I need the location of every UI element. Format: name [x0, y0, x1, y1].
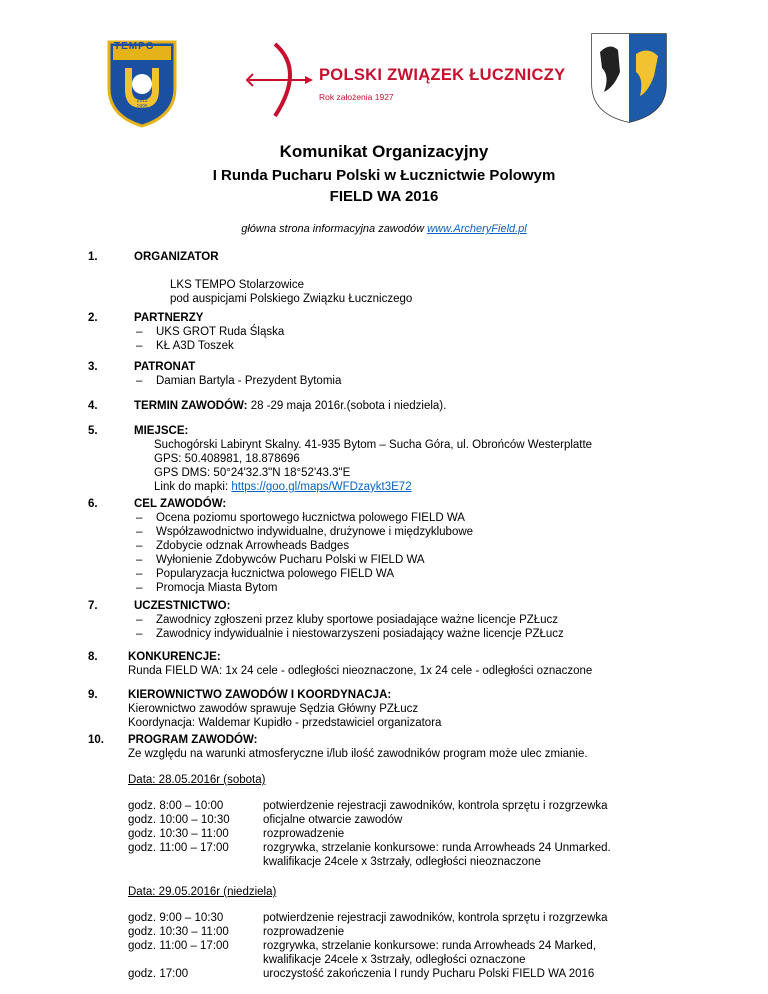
schedule-time: godz. 10:00 – 10:30 — [128, 814, 230, 826]
schedule-row — [128, 827, 718, 841]
section-number: 1. — [88, 251, 98, 263]
city-crest-logo — [590, 32, 668, 124]
logo-bar — [0, 30, 768, 120]
section-title: KIEROWNICTWO ZAWODÓW I KOORDYNACJA: — [128, 689, 392, 701]
schedule-time: godz. 8:00 – 10:00 — [128, 800, 224, 812]
tempo-logo-text: TEMPO — [114, 41, 155, 52]
schedule-time: godz. 10:30 – 11:00 — [128, 926, 229, 938]
document-title: Komunikat Organizacyjny — [279, 142, 489, 161]
schedule-row — [128, 925, 718, 939]
section-title: PARTNERZY — [134, 312, 204, 324]
dates-text: 28 -29 maja 2016r.(sobota i niedziela). — [247, 400, 447, 412]
list-item: – Promocja Miasta Bytom — [134, 581, 724, 595]
schedule-desc: rozprowadzenie — [263, 828, 345, 840]
section-number: 6. — [88, 498, 98, 510]
schedule-row — [128, 967, 718, 981]
schedule-desc: rozgrywka, strzelanie konkursowe: runda Arrowheads 24 Unmarked. — [263, 842, 611, 854]
schedule-desc: rozprowadzenie — [263, 926, 345, 938]
section-title: ORGANIZATOR — [134, 251, 219, 263]
pzl-logo — [245, 40, 566, 120]
info-text: główna strona informacyjna zawodów — [241, 223, 428, 235]
schedule-time: godz. 11:00 – 17:00 — [128, 940, 229, 952]
section-title: PATRONAT — [134, 361, 196, 373]
management-line: Koordynacja: Waldemar Kupidło - przedstawiciel organizatora — [128, 717, 442, 729]
location-line: GPS: 50.408981, 18.878696 — [154, 453, 300, 465]
list-item: – Zawodnicy zgłoszeni przez kluby sportowe posiadające ważne licencje PZŁucz — [134, 613, 724, 627]
pzl-founded: Rok założenia 1927 — [319, 92, 394, 102]
document-subtitle: I Runda Pucharu Polski w Łucznictwie Polowym — [212, 167, 556, 184]
organizer-line: pod auspicjami Polskiego Związku Łuczniczego — [170, 293, 413, 305]
schedule-row — [128, 799, 718, 813]
section-title: PROGRAM ZAWODÓW: — [128, 734, 258, 746]
section-number: 5. — [88, 425, 98, 437]
organizer-line: LKS TEMPO Stolarzowice — [170, 279, 305, 291]
schedule-desc: kwalifikacje 24cele x 3strzały, odległości oznaczone — [263, 954, 526, 966]
list-item: – Wyłonienie Zdobywców Pucharu Polski w FIELD WA — [134, 553, 724, 567]
program-note: Ze względu na warunki atmosferyczne i/lub ilość zawodników program może ulec zmianie. — [128, 748, 588, 760]
schedule-row — [128, 813, 718, 827]
day2-heading: Data: 29.05.2016r (niedziela) — [128, 886, 277, 898]
schedule-time: godz. 10:30 – 11:00 — [128, 828, 229, 840]
list-item: – KŁ A3D Toszek — [134, 339, 724, 353]
schedule-row — [128, 911, 718, 925]
schedule-time: godz. 9:00 – 10:30 — [128, 912, 224, 924]
document-header — [0, 140, 768, 236]
section-number: 10. — [88, 734, 104, 746]
location-line: Suchogórski Labirynt Skalny. 41-935 Bytom – Sucha Góra, ul. Obrońców Westerplatte — [154, 439, 593, 451]
event-name: FIELD WA 2016 — [329, 188, 439, 205]
section-number: 2. — [88, 312, 98, 324]
section-number: 8. — [88, 651, 98, 663]
list-item: – Popularyzacja łucznictwa polowego FIELD WA — [134, 567, 724, 581]
map-link[interactable]: https://goo.gl/maps/WFDzaykt3E72 — [231, 481, 412, 493]
schedule-desc: oficjalne otwarcie zawodów — [263, 814, 403, 826]
schedule-desc: potwierdzenie rejestracji zawodników, kontrola sprzętu i rozgrzewka — [263, 912, 608, 924]
competitions-line: Runda FIELD WA: 1x 24 cele - odległości nieoznaczone, 1x 24 cele - odległości oznaczone — [128, 665, 593, 677]
list-item: – Współzawodnictwo indywidualne, drużynowe i międzyklubowe — [134, 525, 724, 539]
info-line — [0, 222, 768, 236]
section-number: 9. — [88, 689, 98, 701]
pzl-name: POLSKI ZWIĄZEK ŁUCZNICZY — [319, 66, 566, 84]
info-link[interactable]: www.ArcheryField.pl — [427, 223, 527, 235]
schedule-time: godz. 11:00 – 17:00 — [128, 842, 229, 854]
schedule-desc: uroczystość zakończenia I rundy Pucharu Polski FIELD WA 2016 — [263, 968, 595, 980]
list-item: – Ocena poziomu sportowego łucznictwa polowego FIELD WA — [134, 511, 724, 525]
schedule-desc: kwalifikacje 24cele x 3strzały, odległości nieoznaczone — [263, 856, 541, 868]
section-title: CEL ZAWODÓW: — [134, 498, 227, 510]
map-line — [154, 480, 724, 494]
section-number: 4. — [88, 400, 98, 412]
section-title: TERMIN ZAWODÓW: — [134, 400, 248, 412]
section-title: MIEJSCE: — [134, 425, 189, 437]
day2-schedule — [128, 911, 718, 981]
tempo-logo-years: 1913 1995 — [136, 98, 148, 110]
location-line: GPS DMS: 50°24'32.3"N 18°52'43.3"E — [154, 467, 351, 479]
list-item: – Damian Bartyla - Prezydent Bytomia — [134, 374, 724, 388]
schedule-time: godz. 17:00 — [128, 968, 189, 980]
schedule-row — [128, 841, 718, 855]
section-number: 7. — [88, 600, 98, 612]
list-item: – Zdobycie odznak Arrowheads Badges — [134, 539, 724, 553]
schedule-row — [128, 939, 718, 953]
section-title: UCZESTNICTWO: — [134, 600, 231, 612]
day1-heading: Data: 28.05.2016r (sobota) — [128, 774, 266, 786]
management-line: Kierownictwo zawodów sprawuje Sędzia Główny PZŁucz — [128, 703, 419, 715]
list-item: – Zawodnicy indywidualnie i niestowarzyszeni posiadający ważne licencje PZŁucz — [134, 627, 724, 641]
section-number: 3. — [88, 361, 98, 373]
list-item: – UKS GROT Ruda Śląska — [134, 325, 724, 339]
map-label: Link do mapki: — [154, 481, 232, 493]
schedule-row — [128, 855, 718, 869]
schedule-row — [128, 953, 718, 967]
day1-schedule — [128, 799, 718, 869]
schedule-desc: rozgrywka, strzelanie konkursowe: runda Arrowheads 24 Marked, — [263, 940, 597, 952]
section-title: KONKURENCJE: — [128, 651, 221, 663]
schedule-desc: potwierdzenie rejestracji zawodników, kontrola sprzętu i rozgrzewka — [263, 800, 608, 812]
